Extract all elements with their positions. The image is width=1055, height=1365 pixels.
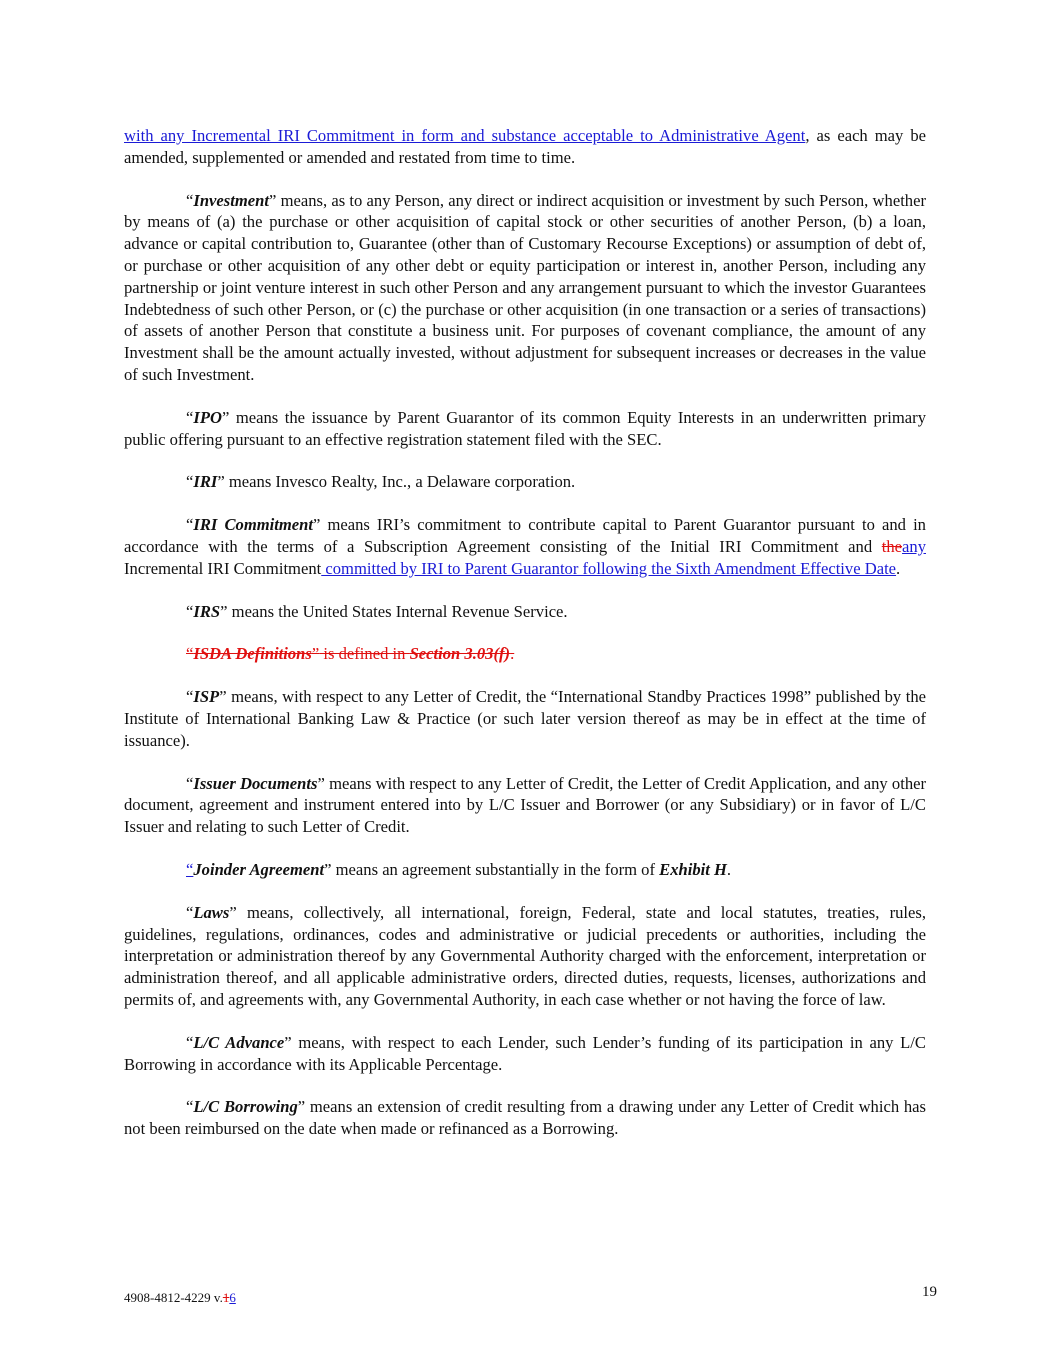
deleted-text: the xyxy=(881,536,903,556)
definition-lc-borrowing xyxy=(124,1096,926,1140)
period: . xyxy=(726,859,732,879)
defined-term: IPO xyxy=(193,407,222,427)
close-quote: ” xyxy=(221,407,230,427)
continuation-paragraph xyxy=(124,125,926,169)
definition-text: means Invesco Realty, Inc., a Delaware corporation. xyxy=(224,472,576,492)
defined-term: IRS xyxy=(193,601,221,621)
definition-investment xyxy=(124,190,926,386)
inserted-version: 6 xyxy=(229,1290,236,1305)
inserted-text: any xyxy=(902,536,926,556)
defined-term: IRI Commitment xyxy=(193,515,313,535)
definition-issuer-documents xyxy=(124,773,926,838)
defined-term: Investment xyxy=(193,190,269,210)
open-quote: “ xyxy=(186,687,194,707)
open-quote: “ xyxy=(186,601,194,621)
section-reference: Section 3.03(f) xyxy=(409,644,511,664)
close-quote: ” xyxy=(284,1032,292,1052)
definition-text: means IRI’s commitment to contribute capital to Parent Guarantor pursuant to and in accordance with the terms of a Subscription Agreement consisting of the Initial IRI Commitment and xyxy=(124,515,926,556)
definition-joinder-agreement xyxy=(124,859,926,881)
close-quote: ” xyxy=(229,902,237,922)
document-id-footer xyxy=(124,1290,236,1306)
definition-text: means, as to any Person, any direct or indirect acquisition or investment by such Person, whether by means of (a) the purchase or other acquisition of capital stock or other securities of another Person, (b) a loan, advance or capital contribution to, Guarantee (other than of Customary Recourse Exceptions) or assumption of debt of, or purchase or other acquisition of any other debt or equity participation or interest in, another Person, including any partnership or joint venture interest in such other Person and any arrangement pursuant to which the investor Guarantees Indebtedness of such other Person, or (c) the purchase or other acquisition (in one transaction or a series of transactions) of assets of another Person that constitute a business unit. For purposes of covenant compliance, the amount of any Investment shall be the amount actually invested, without adjustment for subsequent increases or decreases in the value of such Investment. xyxy=(124,190,926,384)
defined-term: Laws xyxy=(193,902,230,922)
inserted-text: committed by IRI to Parent Guarantor following the Sixth Amendment Effective Date xyxy=(321,558,897,578)
period: . xyxy=(510,644,515,664)
definition-text: means the United States Internal Revenue Service. xyxy=(227,601,568,621)
open-quote: “ xyxy=(186,773,194,793)
open-quote: “ xyxy=(186,1097,194,1117)
close-quote: ” xyxy=(297,1097,306,1117)
definition-lc-advance xyxy=(124,1032,926,1076)
close-quote: ” xyxy=(324,859,332,879)
open-quote: “ xyxy=(186,472,194,492)
definition-text: means with respect to any Letter of Credit, the Letter of Credit Application, and any other document, agreement and instrument entered into by L/C Issuer and Borrower (or any Subsidiary) or in favor of L/C Issuer and relating to such Letter of Credit. xyxy=(124,773,927,837)
open-quote: “ xyxy=(186,1032,194,1052)
definition-laws xyxy=(124,902,926,1011)
defined-term: Issuer Documents xyxy=(193,773,318,793)
exhibit-reference: Exhibit H xyxy=(659,859,727,879)
definition-text: means an extension of credit resulting from a drawing under any Letter of Credit which has not been reimbursed on the date when made or refinanced as a Borrowing. xyxy=(124,1097,927,1139)
definition-ipo xyxy=(124,407,926,451)
defined-term: IRI xyxy=(193,472,218,492)
close-quote: ” xyxy=(220,601,228,621)
close-quote: ” xyxy=(268,190,277,210)
definition-isda-deleted xyxy=(124,643,926,665)
defined-term: L/C Advance xyxy=(193,1032,285,1052)
inserted-open-quote: “ xyxy=(186,859,194,879)
paragraph-text: , as each may be amended, supplemented or amended and restated from time to time. xyxy=(124,126,926,167)
period: . xyxy=(896,558,901,578)
definition-text: means the issuance by Parent Guarantor of its common Equity Interests in an underwritten primary public offering pursuant to an effective registration statement filed with the SEC. xyxy=(124,407,926,449)
open-quote: “ xyxy=(186,902,194,922)
definition-text: means, with respect to any Letter of Credit, the “International Standby Practices 1998” published by the Institute of International Banking Law & Practice (or such later version thereof as may be in effect at the time of issuance). xyxy=(124,687,926,750)
definition-isp xyxy=(124,686,926,751)
open-quote: “ xyxy=(186,644,194,664)
open-quote: “ xyxy=(186,515,194,535)
defined-term: ISDA Definitions xyxy=(193,644,312,664)
close-quote: ” xyxy=(311,644,320,664)
document-body xyxy=(124,125,926,1161)
close-quote: ” xyxy=(217,472,225,492)
page-number: 19 xyxy=(922,1284,937,1300)
defined-term: Joinder Agreement xyxy=(193,859,325,879)
definition-irs xyxy=(124,601,926,623)
deleted-version: 1 xyxy=(222,1290,230,1305)
close-quote: ” xyxy=(219,687,227,707)
definition-text: means an agreement substantially in the form of xyxy=(331,859,660,879)
inserted-text: with any Incremental IRI Commitment in form and substance acceptable to Administrative Agent xyxy=(124,126,806,145)
document-id: 4908-4812-4229 v. xyxy=(124,1290,223,1305)
definition-iri-commitment xyxy=(124,514,926,579)
open-quote: “ xyxy=(186,190,194,210)
defined-term: ISP xyxy=(193,687,220,707)
definition-text: Incremental IRI Commitment xyxy=(124,558,322,578)
defined-term: L/C Borrowing xyxy=(193,1097,298,1117)
close-quote: ” xyxy=(312,515,321,535)
definition-text: means, collectively, all international, foreign, Federal, state and local statutes, treaties, rules, guidelines, regulations, ordinances, codes and administrative or judicial precedents or authorities, including the interpretation or administration thereof by any Governmental Authority charged with the enforcement, interpretation or administration thereof, and all applicable administrative orders, directed duties, requests, licenses, authorizations and permits of, and agreements with, any Governmental Authority, in each case whether or not having the force of law. xyxy=(124,902,926,1009)
definition-text: is defined in xyxy=(319,644,410,664)
definition-iri xyxy=(124,471,926,493)
close-quote: ” xyxy=(317,773,325,793)
open-quote: “ xyxy=(186,407,194,427)
definition-text: means, with respect to each Lender, such Lender’s funding of its participation in any L/C Borrowing in accordance with its Applicable Percentage. xyxy=(124,1032,926,1074)
